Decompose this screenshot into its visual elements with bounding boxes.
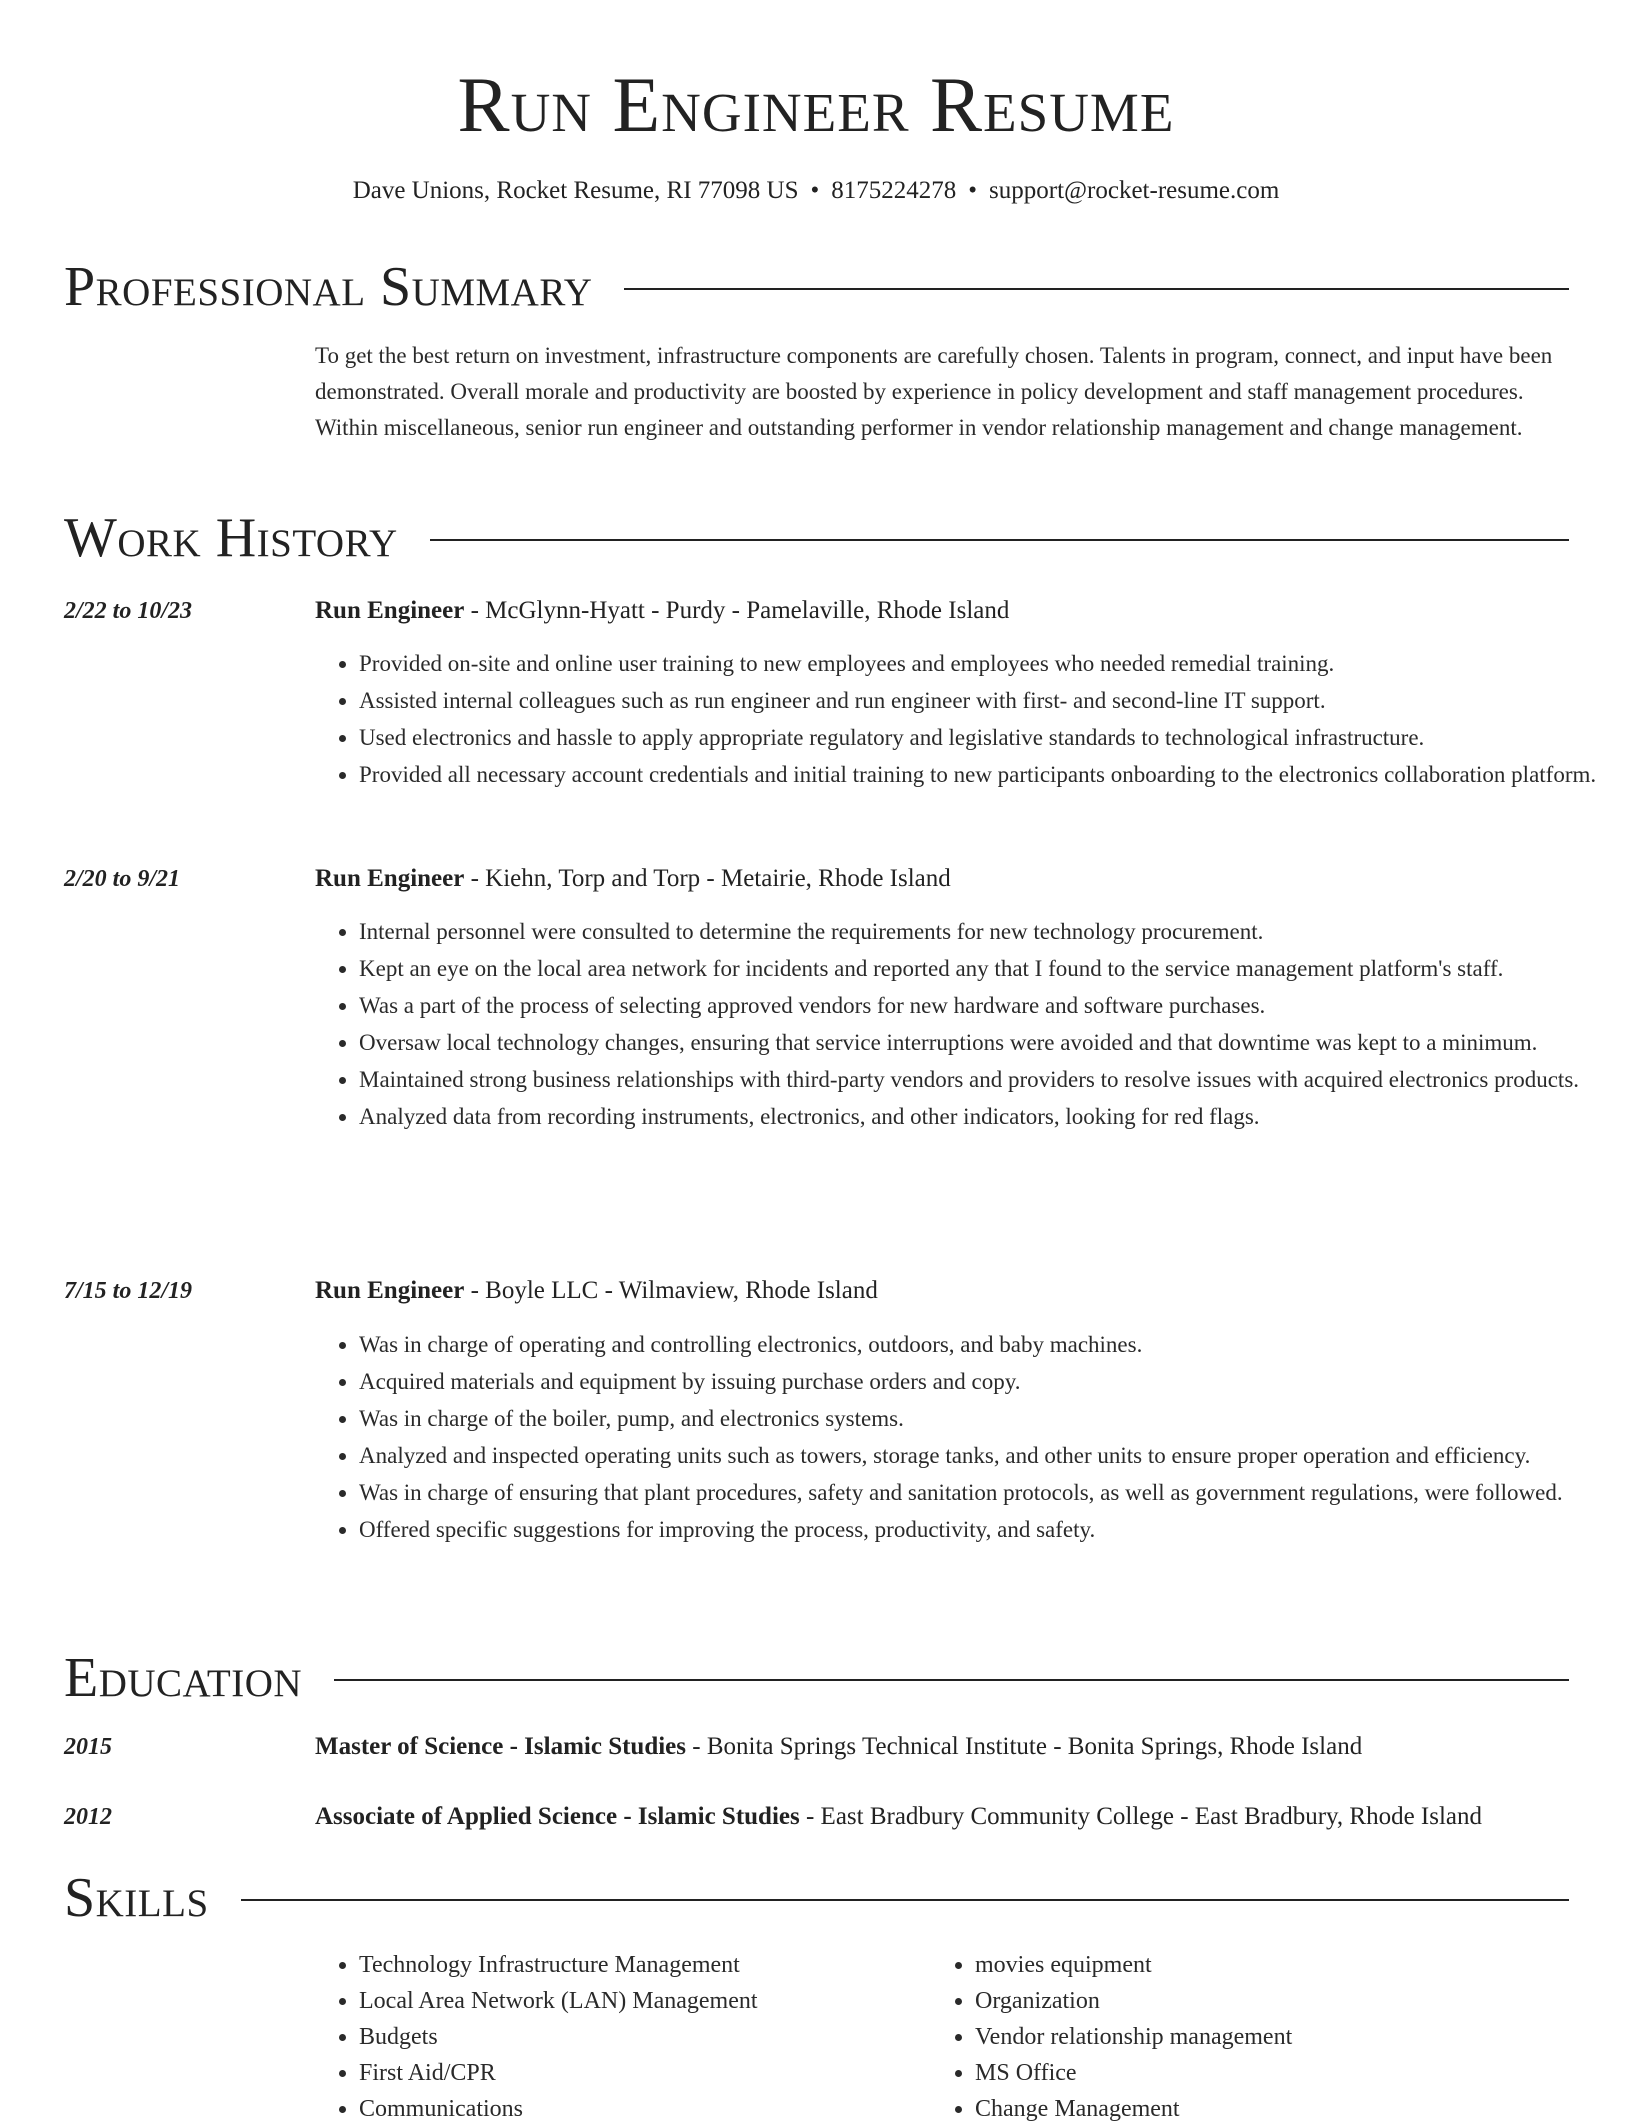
list-item: • Provided all necessary account credentials and initial training to new participants onboarding to the electronics collaboration platform. <box>359 757 1621 793</box>
list-item: • Was in charge of ensuring that plant procedures, safety and sanitation protocols, as well as government regulations, were followed. <box>359 1475 1621 1511</box>
education-entry <box>315 1729 1575 1765</box>
list-item: • Local Area Network (LAN) Management <box>359 1983 919 2019</box>
list-item: • Oversaw local technology changes, ensuring that service interruptions were avoided and that downtime was kept to a minimum. <box>359 1025 1621 1061</box>
job-title: Run Engineer <box>315 597 465 624</box>
list-item: • Offered specific suggestions for improving the process, productivity, and safety. <box>359 1512 1621 1548</box>
section-heading: Education <box>64 1647 303 1709</box>
job-heading <box>315 593 1575 629</box>
job-bullets <box>315 914 1621 1136</box>
list-item: • First Aid/CPR <box>359 2055 919 2091</box>
contact-separator: • <box>810 177 820 204</box>
list-item: • Acquired materials and equipment by issuing purchase orders and copy. <box>359 1364 1621 1400</box>
education-section-header <box>64 1646 1569 1710</box>
job-heading <box>315 861 1575 897</box>
section-divider <box>334 1679 1569 1681</box>
contact-phone: 8175224278 <box>831 177 957 204</box>
section-divider <box>241 1899 1569 1901</box>
contact-line <box>0 174 1632 208</box>
list-item: • Vendor relationship management <box>975 2019 1575 2055</box>
contact-address: Dave Unions, Rocket Resume, RI 77098 US <box>352 177 799 204</box>
list-item: • Was in charge of operating and controlling electronics, outdoors, and baby machines. <box>359 1327 1621 1363</box>
list-item: • Was a part of the process of selecting approved vendors for new hardware and software purchases. <box>359 988 1621 1024</box>
skills-right-column <box>931 1947 1575 2127</box>
work-section-header <box>64 506 1569 570</box>
list-item: • Was in charge of the boiler, pump, and electronics systems. <box>359 1401 1621 1437</box>
school-details: - Bonita Springs Technical Institute - Bonita Springs, Rhode Island <box>686 1733 1363 1760</box>
list-item: • Used electronics and hassle to apply appropriate regulatory and legislative standards to technological infrastructure. <box>359 720 1621 756</box>
job-dates: 7/15 to 12/19 <box>64 1278 193 1304</box>
job-details: - McGlynn-Hyatt - Purdy - Pamelaville, Rhode Island <box>464 597 1010 624</box>
summary-section-header <box>64 255 1569 319</box>
resume-title: Run Engineer Resume <box>457 61 1175 148</box>
job-bullets <box>315 1327 1621 1549</box>
school-details: - East Bradbury Community College - East Bradbury, Rhode Island <box>799 1803 1483 1830</box>
list-item: • Analyzed and inspected operating units such as towers, storage tanks, and other units to ensure proper operation and efficiency. <box>359 1438 1621 1474</box>
education-year: 2015 <box>64 1734 112 1760</box>
list-item: • MS Office <box>975 2055 1575 2091</box>
section-divider <box>624 288 1569 290</box>
job-title: Run Engineer <box>315 865 465 892</box>
skills-section-header <box>64 1866 1569 1930</box>
summary-text: To get the best return on investment, infrastructure components are carefully chosen. Talents in program, connect, and input have been demonstrated. Overall morale and productivity are boosted by experience in policy development and staff management procedures. Within miscellaneous, senior run engineer and outstanding performer in vendor relationship management and change management. <box>315 343 1553 440</box>
skills-left-column <box>315 1947 919 2127</box>
list-item: • Maintained strong business relationships with third-party vendors and providers to resolve issues with acquired electronics products. <box>359 1062 1621 1098</box>
education-entry <box>315 1799 1575 1835</box>
job-dates: 2/20 to 9/21 <box>64 866 181 892</box>
list-item: • movies equipment <box>975 1947 1575 1983</box>
section-heading: Work History <box>64 507 398 569</box>
section-heading: Professional Summary <box>64 256 593 318</box>
list-item: • Communications <box>359 2091 919 2127</box>
education-year: 2012 <box>64 1804 112 1830</box>
job-dates: 2/22 to 10/23 <box>64 598 193 624</box>
job-details: - Boyle LLC - Wilmaview, Rhode Island <box>464 1277 878 1304</box>
job-details: - Kiehn, Torp and Torp - Metairie, Rhode Island <box>464 865 951 892</box>
list-item: • Assisted internal colleagues such as run engineer and run engineer with first- and second-line IT support. <box>359 683 1621 719</box>
contact-separator: • <box>968 177 978 204</box>
list-item: • Budgets <box>359 2019 919 2055</box>
list-item: • Internal personnel were consulted to determine the requirements for new technology procurement. <box>359 914 1621 950</box>
section-divider <box>430 539 1569 541</box>
degree-name: Associate of Applied Science - Islamic Studies <box>315 1803 800 1830</box>
list-item: • Change Management <box>975 2091 1575 2127</box>
list-item: • Technology Infrastructure Management <box>359 1947 919 1983</box>
job-heading <box>315 1273 1575 1309</box>
list-item: • Analyzed data from recording instruments, electronics, and other indicators, looking for red flags. <box>359 1099 1621 1135</box>
degree-name: Master of Science - Islamic Studies <box>315 1733 687 1760</box>
list-item: • Provided on-site and online user training to new employees and employees who needed remedial training. <box>359 646 1621 682</box>
job-title: Run Engineer <box>315 1277 465 1304</box>
contact-email: support@rocket-resume.com <box>989 177 1280 204</box>
job-bullets <box>315 646 1621 794</box>
list-item: • Organization <box>975 1983 1575 2019</box>
list-item: • Kept an eye on the local area network for incidents and reported any that I found to the service management platform's staff. <box>359 951 1621 987</box>
section-heading: Skills <box>64 1867 209 1929</box>
